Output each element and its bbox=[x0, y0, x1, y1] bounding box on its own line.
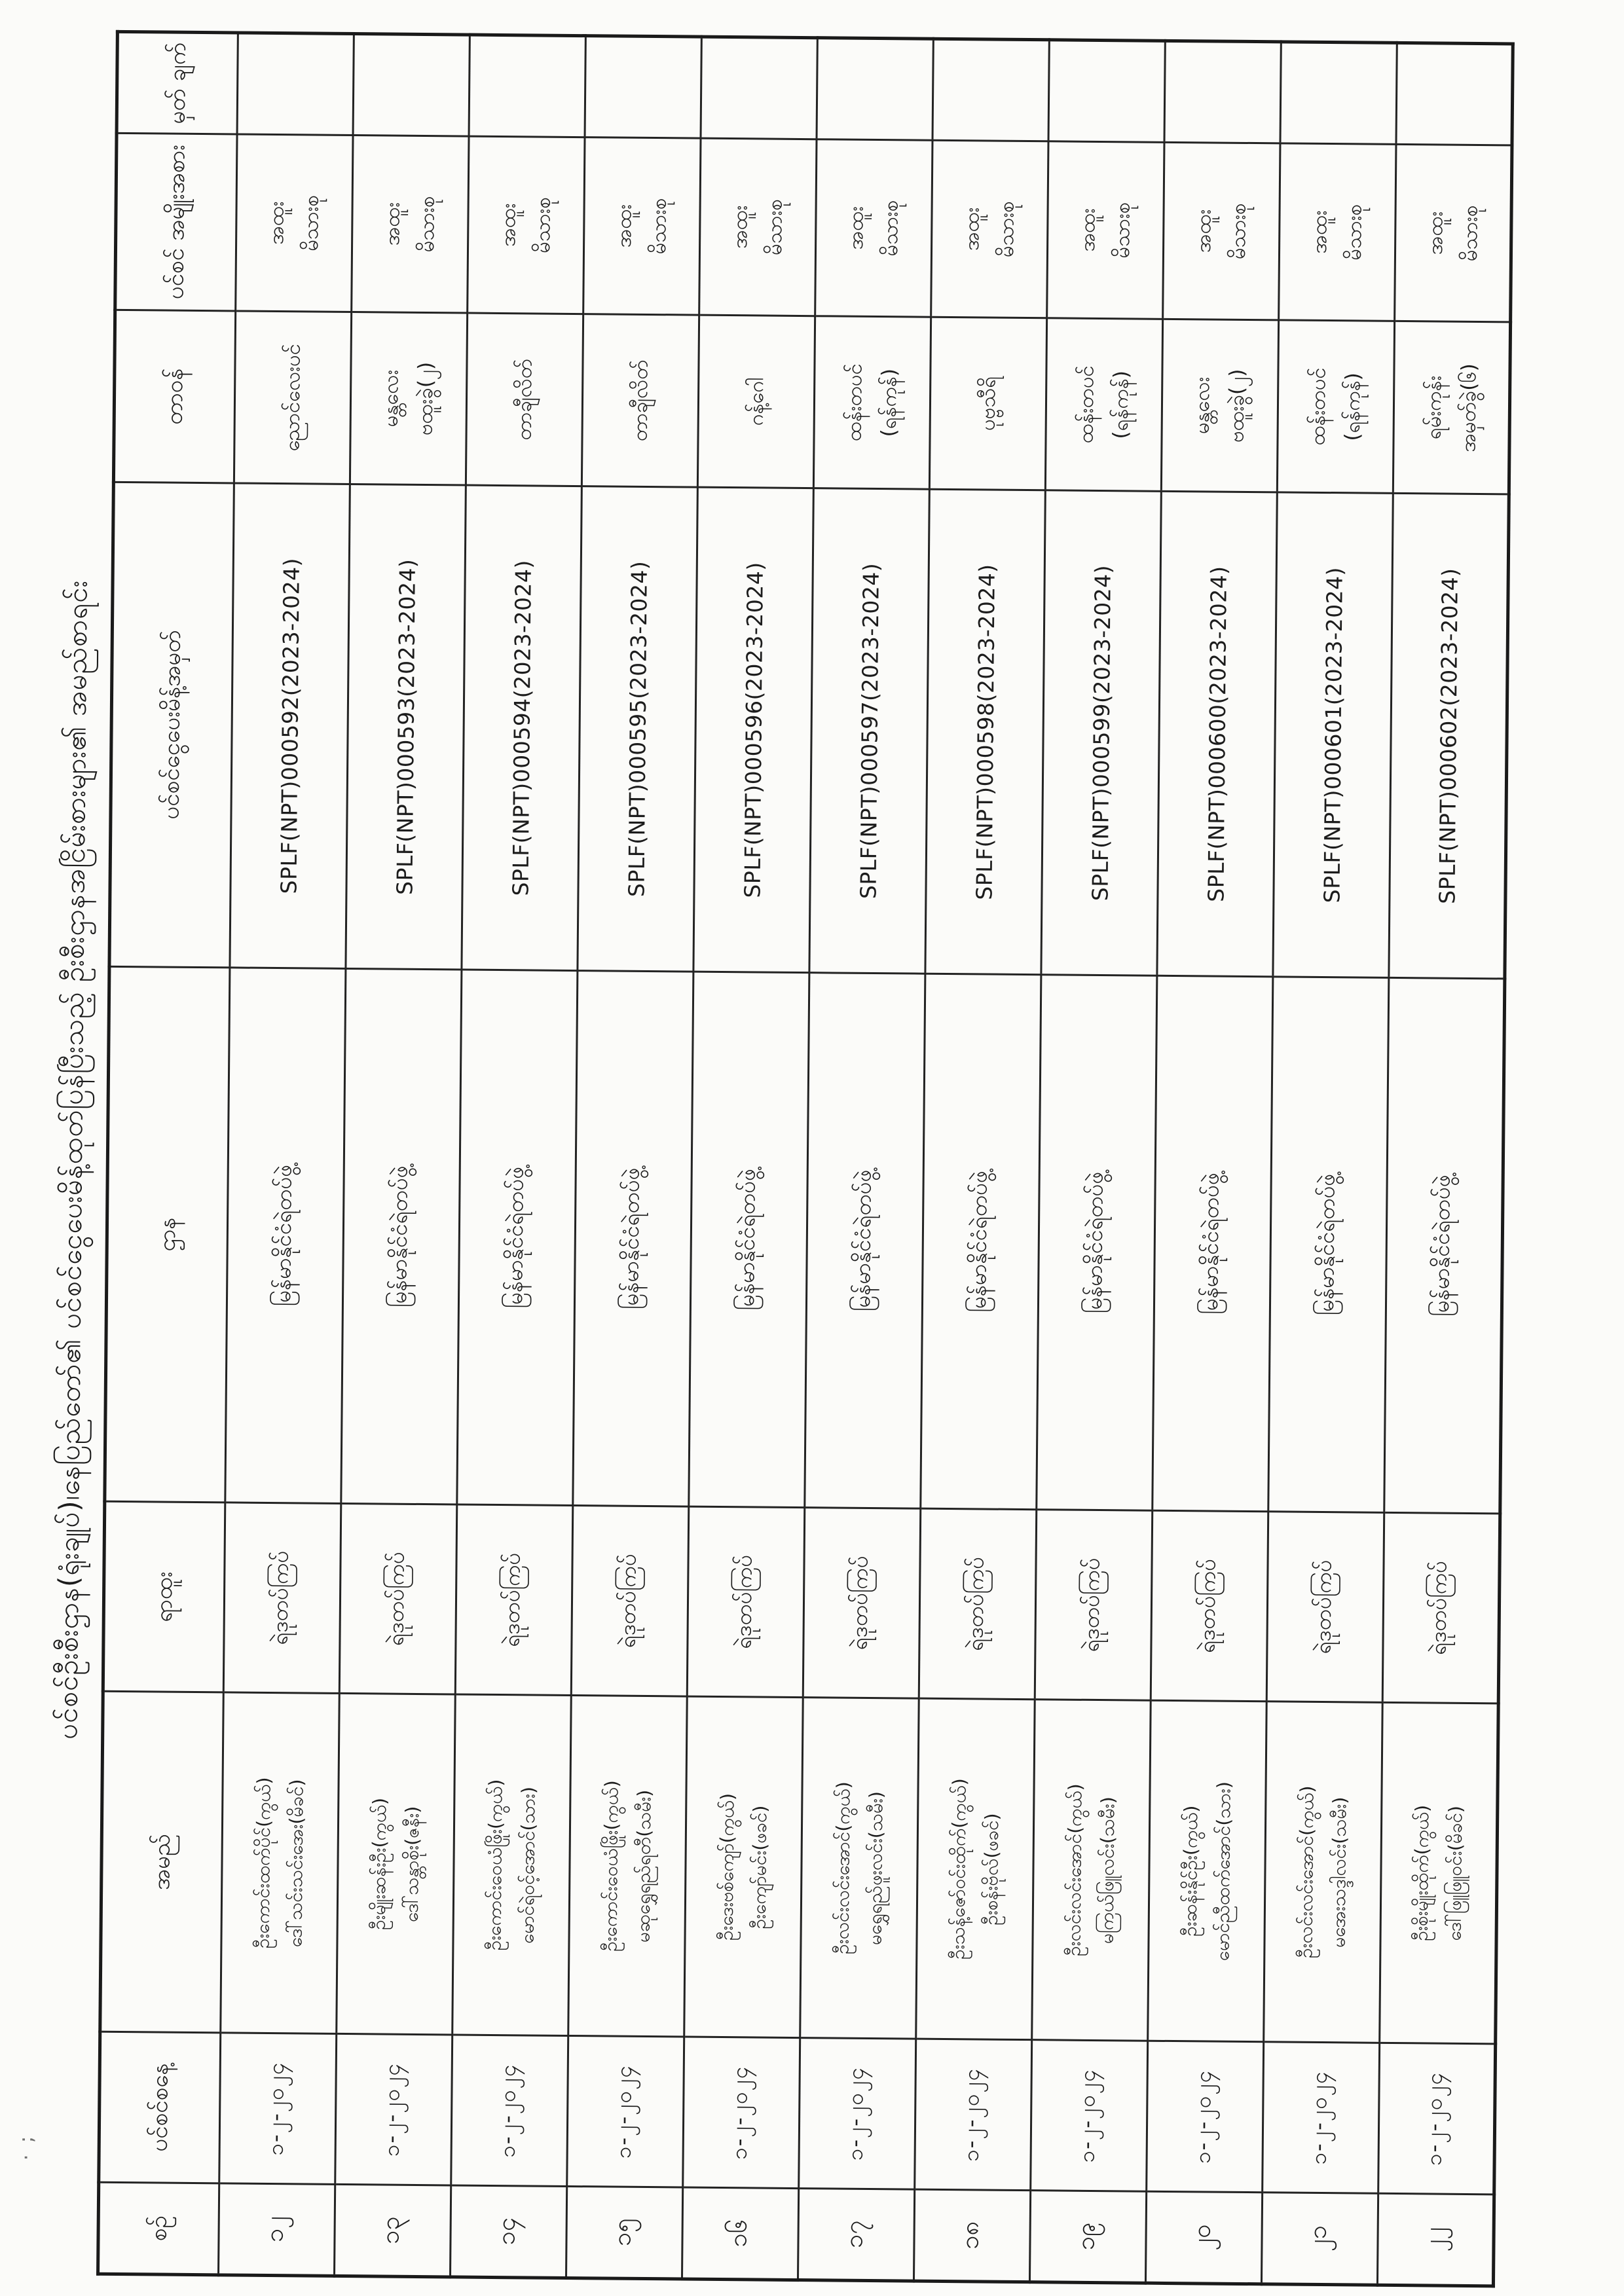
cell-serial: ၂၀ bbox=[1145, 2191, 1262, 2284]
cell-pension-type bbox=[1279, 143, 1396, 321]
deceased-name: ဦးလင်းလင်းအောင်(ကွယ်) bbox=[830, 1781, 855, 1955]
pension-type-line: အထူး bbox=[496, 203, 521, 247]
pension-type-line: မိသားစု bbox=[994, 201, 1019, 258]
pension-type-line: အထူး bbox=[1076, 208, 1100, 252]
cell-duty bbox=[234, 311, 351, 484]
table-row bbox=[1145, 41, 1281, 2284]
cell-date: ၁-၂-၂၀၂၄ bbox=[1031, 2040, 1148, 2192]
cell-remark bbox=[817, 38, 933, 141]
cell-date: ၁-၂-၂၀၂၄ bbox=[683, 2037, 800, 2189]
table-row bbox=[1261, 42, 1397, 2285]
cell-date: ၁-၂-၂၀၂၄ bbox=[915, 2039, 1032, 2191]
cell-name bbox=[337, 1693, 456, 2035]
header-rank: ရာထူး bbox=[103, 1501, 225, 1692]
cell-rank: ရဲဒုတပ်ကြပ် bbox=[571, 1506, 689, 1697]
cell-duty bbox=[350, 312, 467, 486]
cell-duty bbox=[581, 314, 699, 488]
deceased-name: ဦးကောင်းထက်ပိုင်(ကွယ်) bbox=[251, 1777, 275, 1949]
header-duty: တာဝန် bbox=[113, 310, 235, 483]
cell-duty bbox=[1045, 318, 1162, 492]
cell-dept: မြန်မာနိုင်ငံရဲတပ်ဖွဲ့ bbox=[689, 972, 809, 1508]
pension-type-line: မိသားစု bbox=[762, 199, 787, 256]
beneficiary-name: မရွှေရည်ဖူးလင်း(သမီး) bbox=[864, 1791, 887, 1946]
cell-splf: SPLF(NPT)000598(2023-2024) bbox=[925, 489, 1045, 975]
duty-line: ပုဗ္ဗသီရိ bbox=[976, 376, 1001, 431]
cell-splf: SPLF(NPT)000595(2023-2024) bbox=[578, 486, 697, 972]
duty-line: ညောင်လေးပင် bbox=[280, 343, 305, 452]
cell-date: ၁-၂-၂၀၂၄ bbox=[1263, 2042, 1380, 2194]
deceased-name: ဦးမျိုးဆန်းဦး(ကွယ်) bbox=[367, 1797, 390, 1931]
table-row bbox=[1377, 43, 1513, 2286]
cell-serial: ၁၂ bbox=[219, 2183, 335, 2276]
cell-splf: SPLF(NPT)000594(2023-2024) bbox=[462, 485, 581, 971]
cell-remark bbox=[701, 37, 817, 139]
cell-duty bbox=[813, 316, 931, 490]
cell-pension-type bbox=[931, 140, 1048, 318]
cell-serial: ၁၃ bbox=[335, 2184, 451, 2277]
cell-rank: ရဲဒုတပ်ကြပ် bbox=[223, 1503, 341, 1694]
cell-dept: မြန်မာနိုင်ငံရဲတပ်ဖွဲ့ bbox=[1268, 977, 1389, 1513]
duty-line: (ရန်ကုန်) bbox=[1109, 370, 1134, 439]
cell-remark bbox=[585, 36, 701, 139]
beneficiary-name: ဦးစန်းဗိုလ်(ဖခင်) bbox=[980, 1813, 1003, 1925]
duty-line: အမှတ်ခွဲ(၆) bbox=[1456, 363, 1481, 452]
pension-type-line: အထူး bbox=[728, 205, 752, 249]
cell-date: ၁-၂-၂၀၂၄ bbox=[451, 2035, 568, 2187]
cell-serial: ၂၂ bbox=[1377, 2193, 1494, 2286]
cell-name bbox=[1380, 1702, 1499, 2044]
beneficiary-name: မောင်ရဲဝင့်အောင်(သား) bbox=[516, 1786, 540, 1944]
cell-rank: ရဲဒုတပ်ကြပ် bbox=[455, 1504, 573, 1696]
cell-splf: SPLF(NPT)000597(2023-2024) bbox=[809, 488, 929, 974]
cell-rank: ရဲဒုတပ်ကြပ် bbox=[1266, 1512, 1384, 1703]
table-row bbox=[335, 34, 470, 2277]
pension-type-line: မိသားစု bbox=[646, 198, 671, 255]
deceased-name: ဦးဒေးဗစ်ကျော်(ကွယ်) bbox=[715, 1793, 739, 1941]
deceased-name: ဦးလင်းလင်းအောင်(ကွယ်) bbox=[1294, 1785, 1318, 1959]
cell-remark bbox=[237, 33, 354, 136]
header-remark: မှတ် ချက် bbox=[117, 31, 238, 134]
duty-line: ဗထူးခွဲ(၂) bbox=[1225, 369, 1249, 443]
pension-type-line: မိသားစု bbox=[530, 197, 555, 254]
cell-dept: မြန်မာနိုင်ငံရဲတပ်ဖွဲ့ bbox=[573, 971, 693, 1507]
cell-remark bbox=[1396, 43, 1513, 145]
pension-type-line: မိသားစု bbox=[1458, 205, 1483, 262]
pension-table bbox=[96, 30, 1515, 2288]
cell-rank: ရဲဒုတပ်ကြပ် bbox=[803, 1508, 921, 1699]
cell-name bbox=[684, 1696, 803, 2038]
duty-line: ထန်းတပင် bbox=[1306, 367, 1331, 446]
cell-remark bbox=[932, 39, 1049, 141]
pension-type-line: အထူး bbox=[1308, 210, 1332, 254]
cell-splf: SPLF(NPT)000596(2023-2024) bbox=[693, 487, 813, 973]
cell-splf: SPLF(NPT)000592(2023-2024) bbox=[230, 483, 350, 969]
cell-remark bbox=[1048, 40, 1165, 143]
cell-dept: မြန်မာနိုင်ငံရဲတပ်ဖွဲ့ bbox=[1384, 977, 1505, 1514]
cell-name bbox=[221, 1692, 340, 2034]
cell-dept: မြန်မာနိုင်ငံရဲတပ်ဖွဲ့ bbox=[225, 968, 346, 1504]
cell-date: ၁-၂-၂၀၂၄ bbox=[335, 2033, 452, 2185]
cell-name bbox=[916, 1698, 1035, 2040]
duty-line: (ရန်ကုန်) bbox=[877, 368, 902, 437]
table-row bbox=[682, 37, 817, 2280]
cell-pension-type bbox=[583, 137, 701, 316]
cell-dept: မြန်မာနိုင်ငံရဲတပ်ဖွဲ့ bbox=[921, 974, 1041, 1510]
pen-mark: · ; bbox=[15, 2133, 39, 2161]
table-row bbox=[1029, 40, 1165, 2283]
cell-name bbox=[1264, 1702, 1383, 2043]
beneficiary-name: ဦးကျော်မင်း(ဖခင်) bbox=[748, 1805, 771, 1929]
cell-serial: ၁၆ bbox=[682, 2187, 798, 2280]
cell-dept: မြန်မာနိုင်ငံရဲတပ်ဖွဲ့ bbox=[805, 973, 925, 1509]
cell-date: ၁-၂-၂၀၂၄ bbox=[799, 2038, 916, 2190]
pension-type-line: အထူး bbox=[1192, 209, 1216, 253]
cell-splf: SPLF(NPT)000602(2023-2024) bbox=[1389, 493, 1509, 979]
cell-pension-type bbox=[352, 136, 469, 314]
pension-type-line: အထူး bbox=[612, 204, 637, 248]
pension-type-line: မိသားစု bbox=[1226, 203, 1251, 260]
pension-type-line: မိသားစု bbox=[1110, 202, 1135, 259]
page-title: ပင်စင်ဦးစီးဌာန(ရုံးချုပ်)၊နေပြည်တော်၏ ပင်စင်ငွေပေးမိန့်ထုတ်ပြန်ပြီးသည့် ဦးစီးဌာနအငြိမ်းစားများ၏ အမည်စာရင်း bbox=[51, 579, 94, 1740]
header-splf: ပင်စင်ငွေပေးမိန့်အမှတ် bbox=[109, 482, 234, 968]
pension-type-line: အထူး bbox=[844, 206, 868, 250]
header-type: ပင်စင် အမျိုးအစား bbox=[115, 133, 237, 311]
deceased-name: ဦးကောင်းဝေယံဖြိုး(ကွယ်) bbox=[599, 1780, 623, 1952]
cell-dept: မြန်မာနိုင်ငံရဲတပ်ဖွဲ့ bbox=[1037, 975, 1157, 1511]
deceased-name: ဦးစိုးမျိုးထိုက်(ကွယ်) bbox=[1410, 1804, 1433, 1941]
header-dept: ဌာန bbox=[105, 966, 230, 1503]
cell-rank: ရဲဒုတပ်ကြပ် bbox=[687, 1506, 805, 1698]
cell-splf: SPLF(NPT)000599(2023-2024) bbox=[1041, 490, 1161, 976]
header-row bbox=[98, 31, 238, 2274]
duty-line: ဂန့်ဂေါ bbox=[744, 377, 768, 426]
cell-pension-type bbox=[468, 136, 585, 314]
cell-duty bbox=[1277, 320, 1394, 494]
pension-type-line: မိသားစု bbox=[1342, 204, 1367, 261]
cell-duty bbox=[1161, 319, 1278, 492]
duty-line: ဗထူးခွဲ(၂) bbox=[413, 361, 438, 436]
pension-type-line: အထူး bbox=[265, 201, 289, 245]
beneficiary-name: မကြယ်ဖြူလင်း(သမီး) bbox=[1096, 1796, 1119, 1944]
table-row bbox=[913, 39, 1049, 2282]
beneficiary-name: ဒေါ်ဖြူဖြူဝင်း(မိခင်) bbox=[1443, 1805, 1466, 1941]
cell-name bbox=[452, 1694, 572, 2036]
cell-pension-type bbox=[815, 139, 932, 318]
deceased-name: ဦးလင်းလင်းအောင်(ကွယ်) bbox=[1062, 1783, 1086, 1957]
cell-splf: SPLF(NPT)000601(2023-2024) bbox=[1273, 492, 1393, 978]
cell-date: ၁-၂-၂၀၂၄ bbox=[1147, 2041, 1264, 2193]
duty-line: တာချီလိတ် bbox=[512, 358, 537, 441]
cell-rank: ရဲဒုတပ်ကြပ် bbox=[919, 1508, 1037, 1700]
pension-type-line: အထူး bbox=[960, 207, 984, 251]
header-serial: စဉ် bbox=[98, 2182, 219, 2275]
cell-serial: ၁၅ bbox=[566, 2186, 682, 2279]
cell-dept: မြန်မာနိုင်ငံရဲတပ်ဖွဲ့ bbox=[1153, 975, 1273, 1512]
cell-name bbox=[1032, 1700, 1151, 2041]
pension-type-line: မိသားစု bbox=[415, 196, 439, 253]
cell-serial: ၁၈ bbox=[913, 2189, 1030, 2282]
pension-type-line: မိသားစု bbox=[878, 200, 903, 257]
cell-date: ၁-၂-၂၀၂၄ bbox=[567, 2035, 684, 2187]
pension-type-line: မိသားစု bbox=[299, 194, 323, 251]
beneficiary-name: မဆုရွှေရည်ရတီ(သမီး) bbox=[632, 1789, 655, 1943]
deceased-name: ဦးဆန်းနိုင်ဦး(ကွယ်) bbox=[1179, 1805, 1202, 1937]
deceased-name: ဦးသန့်ဇော်ဝင်းထိုက်(ကွယ်) bbox=[946, 1778, 970, 1960]
cell-serial: ၂၁ bbox=[1261, 2193, 1378, 2286]
cell-pension-type bbox=[699, 138, 817, 316]
beneficiary-name: ဒေါ်သန္တာစိုး(ဇနီး) bbox=[400, 1806, 424, 1923]
cell-duty bbox=[929, 317, 1046, 490]
beneficiary-name: ဒေါ်သင်းသင်းအေး(မိခင်) bbox=[284, 1779, 308, 1948]
cell-pension-type bbox=[1395, 144, 1512, 322]
pension-type-line: အထူး bbox=[1423, 211, 1448, 255]
rotated-landscape-content bbox=[43, 29, 1515, 2287]
cell-remark bbox=[469, 35, 585, 137]
cell-date: ၁-၂-၂၀၂၄ bbox=[219, 2033, 337, 2185]
table-row bbox=[219, 33, 354, 2276]
cell-name bbox=[800, 1698, 919, 2039]
deceased-name: ဦးကောင်းဝေယံဖြိုး(ကွယ်) bbox=[483, 1779, 507, 1951]
duty-line: ထန်းတပင် bbox=[842, 363, 867, 442]
cell-rank: ရဲဒုတပ်ကြပ် bbox=[1382, 1512, 1500, 1704]
header-name: အမည် bbox=[100, 1691, 224, 2033]
cell-rank: ရဲဒုတပ်ကြပ် bbox=[1151, 1510, 1268, 1702]
cell-duty bbox=[697, 315, 815, 488]
cell-pension-type bbox=[1163, 142, 1280, 320]
table-row bbox=[798, 38, 933, 2281]
duty-line: မန္တလေး bbox=[378, 369, 403, 428]
duty-line: ရမ်းကုန်း bbox=[1422, 375, 1447, 440]
table-row bbox=[566, 36, 701, 2279]
duty-line: တာချီလိတ် bbox=[628, 359, 653, 442]
beneficiary-name: မောင်ညီထက်အောင်(သား) bbox=[1211, 1781, 1235, 1961]
duty-line: ထန်းတပင် bbox=[1074, 365, 1099, 444]
cell-rank: ရဲဒုတပ်ကြပ် bbox=[1035, 1510, 1153, 1701]
duty-line: (ရန်ကုန်) bbox=[1340, 372, 1365, 441]
cell-serial: ၁၇ bbox=[798, 2189, 914, 2282]
cell-serial: ၁၉ bbox=[1029, 2191, 1146, 2284]
cell-date: ၁-၂-၂၀၂၄ bbox=[1378, 2043, 1496, 2195]
beneficiary-name: မအေးသဒ္ဒါလင်း(သမီး) bbox=[1327, 1796, 1351, 1948]
cell-serial: ၁၄ bbox=[450, 2185, 566, 2278]
cell-name bbox=[568, 1696, 688, 2037]
cell-dept: မြန်မာနိုင်ငံရဲတပ်ဖွဲ့ bbox=[457, 970, 578, 1506]
table-row bbox=[450, 35, 585, 2278]
cell-splf: SPLF(NPT)000600(2023-2024) bbox=[1157, 491, 1277, 977]
cell-splf: SPLF(NPT)000593(2023-2024) bbox=[346, 484, 466, 970]
cell-dept: မြန်မာနိုင်ငံရဲတပ်ဖွဲ့ bbox=[341, 968, 462, 1504]
duty-line: မန္တလေး bbox=[1190, 376, 1215, 435]
cell-duty bbox=[466, 313, 583, 486]
cell-pension-type bbox=[236, 134, 353, 312]
cell-remark bbox=[1280, 42, 1397, 145]
pension-type-line: အထူး bbox=[380, 202, 405, 246]
cell-pension-type bbox=[1047, 141, 1164, 319]
cell-remark bbox=[353, 34, 470, 137]
cell-duty bbox=[1393, 321, 1510, 494]
cell-remark bbox=[1164, 41, 1281, 143]
header-date: ပင်စင်စနေ့ bbox=[99, 2032, 221, 2183]
cell-name bbox=[1148, 1700, 1267, 2042]
cell-rank: ရဲဒုတပ်ကြပ် bbox=[339, 1503, 457, 1694]
